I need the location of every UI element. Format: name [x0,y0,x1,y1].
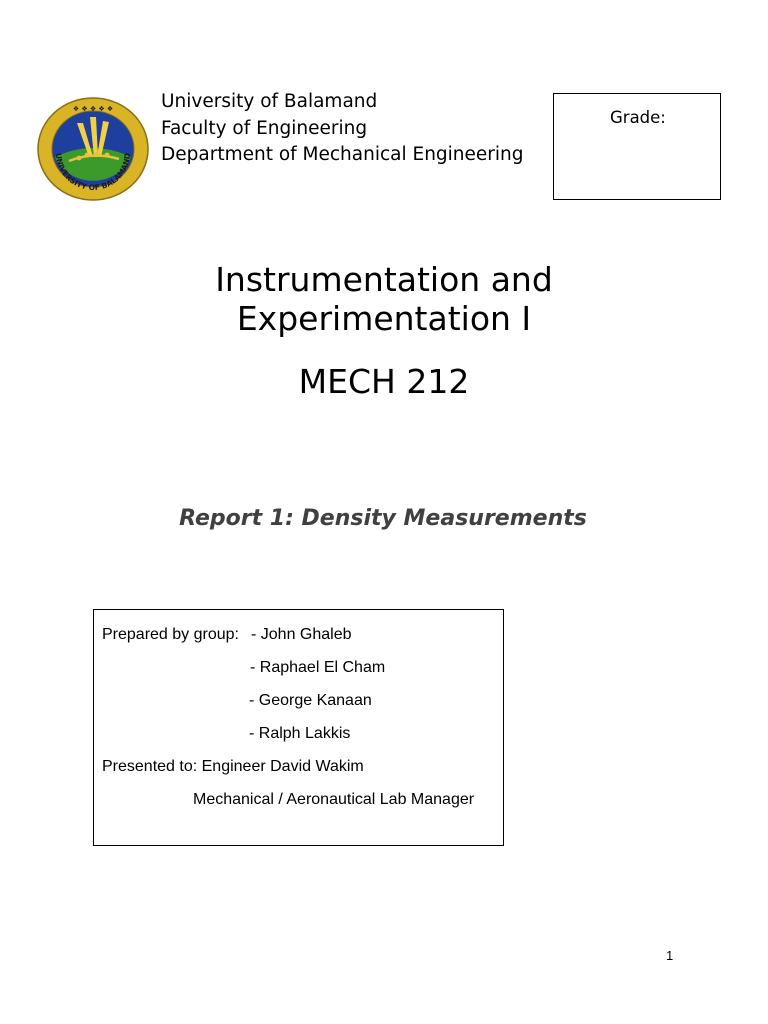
university-logo [35,95,151,203]
prepared-by-label: Prepared by group: [102,626,239,643]
presented-to: Presented to: Engineer David Wakim [102,758,364,775]
university-name: University of Balamand [161,91,378,112]
lab-manager-role: Mechanical / Aeronautical Lab Manager [193,791,475,808]
faculty-name: Faculty of Engineering [161,117,368,139]
grade-box [553,93,721,200]
svg-text:UNIVERSITY OF BALAMAND: UNIVERSITY OF BALAMAND [53,152,133,193]
report-title: Report 1: Density Measurements [179,506,587,531]
course-title-line1: Instrumentation and [215,260,553,299]
course-title [0,260,768,338]
grade-label: Grade: [610,108,666,127]
svg-text:❖ ❖ ❖ ❖ ❖: ❖ ❖ ❖ ❖ ❖ [72,105,114,113]
group-info-box [93,609,504,846]
department-name: Department of Mechanical Engineering [161,144,524,165]
page-number: 1 [666,948,674,963]
university-header [161,89,524,169]
course-code: MECH 212 [298,362,470,401]
university-seal-icon [35,95,151,203]
course-title-line2: Experimentation I [236,299,532,338]
group-member: - John Ghaleb [251,626,352,643]
group-member: - Ralph Lakkis [249,725,351,742]
group-member: - George Kanaan [249,692,372,709]
group-member: - Raphael El Cham [250,659,386,676]
